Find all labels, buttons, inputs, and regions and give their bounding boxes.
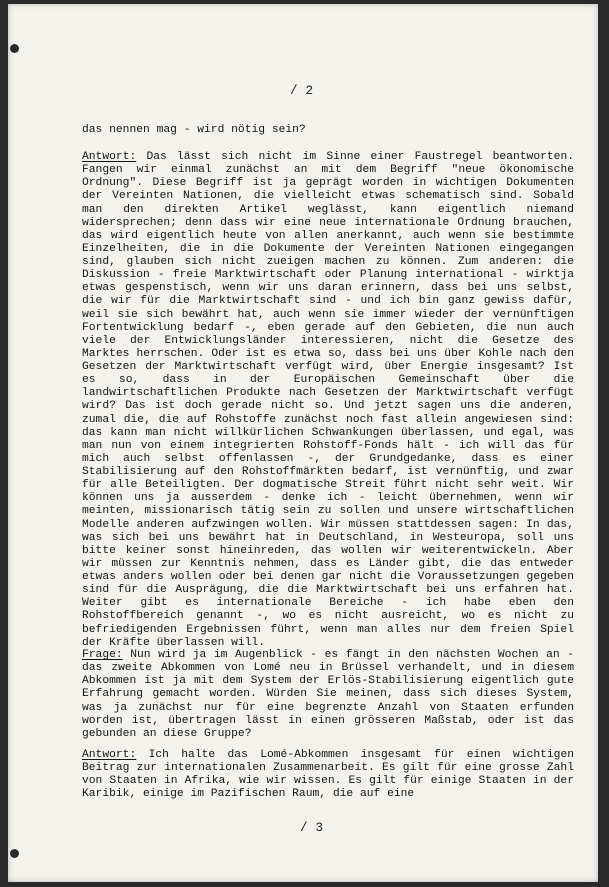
passage-text: Nun wird ja im Augenblick - es fängt in den nächsten Wochen an - das zweite Abkommen von Lomé neu in Brüssel verhandelt, und in diesem Abkommen ist ja mit dem System der Erlös-Stabilisierung eigentlich gute Erfahrung gemacht worden. Würden Sie meinen, dass sich dieses System, was ja zunächst nur für eine begrenzte Anzahl von Staaten erfunden worden ist, übertragen lässt in einen grösseren Maßstab, oder ist das gebunden an diese Gruppe?: [82, 649, 575, 740]
document-page: [8, 4, 598, 882]
punch-hole: [10, 44, 19, 53]
page-number-top: / 2: [290, 84, 314, 98]
passage-answer-1: [82, 151, 574, 650]
continuation-line: das nennen mag - wird nötig sein?: [82, 124, 306, 136]
passage-text: Das lässt sich nicht im Sinne einer Faustregel beantworten. Fangen wir einmal zunächst an mit dem Begriff "neue ökonomische Ordnung". Diese Begriff ist ja geprägt worden in wichtigen Dokumenten der Vereinten Nationen, die vielleicht etwas schematisch sind. Sobald man den direkten Artikel weglässt, kann eigentlich niemand widersprechen; denn dass wir eine neue internationale Ordnung brauchen, das wird eigentlich heute von allen anerkannt, auch wenn sie bestimmte Einzelheiten, die in die Dokumente der Vereinten Nationen eingegangen sind, glauben sich nicht zueigen machen zu können. Zum anderen: die Diskussion - freie Marktwirtschaft oder Planung international - wirktja etwas gespenstisch, wenn wir uns daran erinnern, dass bei uns selbst, die wir für die Marktwirtschaft sind - und ich bin ganz gewiss dafür, weil sie sich bewährt hat, auch wenn sie immer wieder der vernünftigen Fortentwicklung bedarf -, eben gerade auf den Gebieten, die nun auch viele der Entwicklungsländer interessieren, nicht die Gesetze des Marktes herrschen. Oder ist es etwa so, dass bei uns über Kohle nach den Gesetzen der Marktwirtschaft verfügt wird, über Energie insgesamt? Ist es so, dass in der Europäischen Gemeinschaft über die landwirtschaftlichen Produkte nach Gesetzen der Marktwirtschaft verfügt wird? Das ist doch gerade nicht so. Und jetzt sagen uns die anderen, zumal die, die auf Rohstoffe zunächst noch fast allein angewiesen sind: das kann man nicht willkürlichen Schwankungen überlassen, und egal, was man nun von einem integrierten Rohstoff-Fonds hält - ich will das für mich auch selbst offenlassen -, der Grundgedanke, dass es einer Stabilisierung auf den Rohstoffmärkten bedarf, ist vernünftig, und zwar für alle Beteiligten. Der dogmatische Streit führt nicht sehr weit. Wir können uns ja ausserdem - denke ich - leicht übernehmen, wenn wir meinten, missionarisch tätig sein zu sollen und unsere wirtschaftlichen Modelle anderen aufzwingen wollen. Wir müssen stattdessen sagen: In das, was sich bei uns bewährt hat in Deutschland, in Westeuropa, soll uns bitte keiner sonst hineinreden, das wollen wir weiterentwickeln. Aber wir müssen zur Kenntnis nehmen, dass es Länder gibt, die das entweder etwas anders wollen oder bei denen gar nicht die Voraussetzungen gegeben sind für die Ausprägung, die die Marktwirtschaft bei uns erfahren hat. Weiter gibt es internationale Bereiche - ich habe eben den Rohstoffbereich genannt -, wo es nicht ausreicht, wo es nicht zu befriedigenden Ergebnissen führt, wenn man alles nur dem freien Spiel der Kräfte überlassen will.: [82, 151, 574, 649]
passage-answer-2: [82, 749, 574, 802]
speaker-label: Frage:: [82, 649, 123, 661]
passage-text: Ich halte das Lomé-Abkommen insgesamt für einen wichtigen Beitrag zur internationalen Zusammenarbeit. Es gilt für eine grosse Zahl von Staaten in Afrika, wie wir wissen. Es gilt für einige Staaten in der Karibik, einige im Pazifischen Raum, die auf eine: [82, 749, 575, 801]
page-number-bottom: / 3: [300, 821, 324, 835]
speaker-label: Antwort:: [82, 151, 137, 163]
punch-hole: [10, 849, 19, 858]
passage-question: [82, 649, 574, 741]
speaker-label: Antwort:: [82, 749, 137, 761]
